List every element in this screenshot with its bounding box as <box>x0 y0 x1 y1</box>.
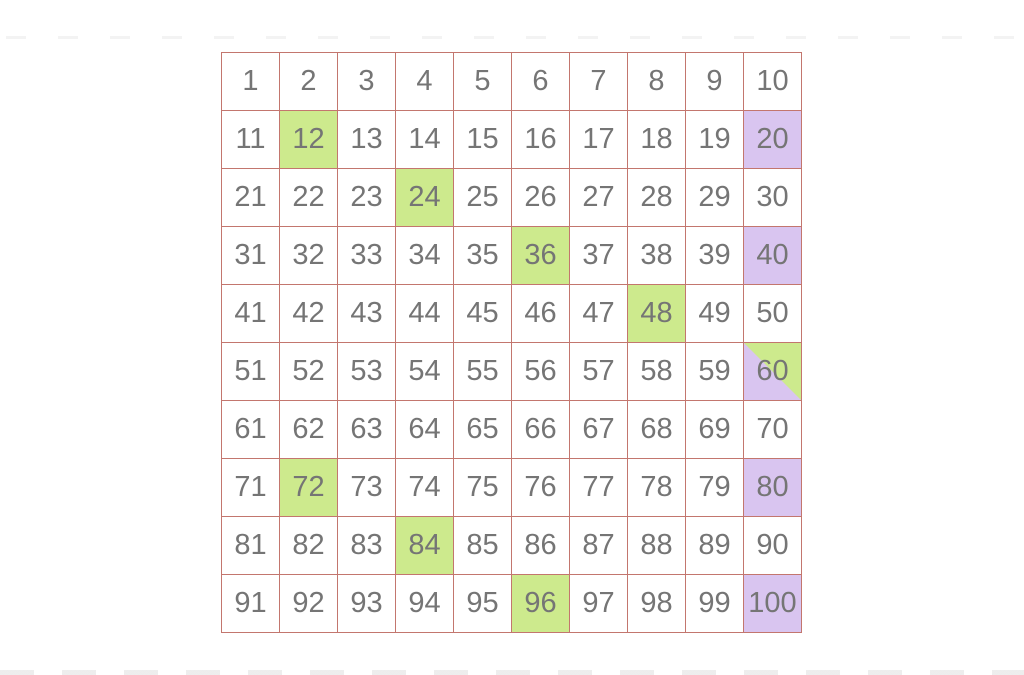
grid-cell-71: 71 <box>222 459 280 517</box>
grid-cell-77: 77 <box>570 459 628 517</box>
grid-cell-41: 41 <box>222 285 280 343</box>
grid-cell-44: 44 <box>396 285 454 343</box>
grid-cell-84: 84 <box>396 517 454 575</box>
grid-cell-37: 37 <box>570 227 628 285</box>
grid-cell-24: 24 <box>396 169 454 227</box>
grid-cell-93: 93 <box>338 575 396 633</box>
grid-cell-57: 57 <box>570 343 628 401</box>
grid-cell-48: 48 <box>628 285 686 343</box>
grid-cell-56: 56 <box>512 343 570 401</box>
grid-cell-54: 54 <box>396 343 454 401</box>
grid-cell-4: 4 <box>396 53 454 111</box>
grid-cell-97: 97 <box>570 575 628 633</box>
grid-cell-82: 82 <box>280 517 338 575</box>
grid-cell-39: 39 <box>686 227 744 285</box>
cropped-text-remnant-bottom <box>0 670 1024 675</box>
grid-cell-89: 89 <box>686 517 744 575</box>
grid-cell-33: 33 <box>338 227 396 285</box>
grid-cell-20: 20 <box>744 111 802 169</box>
grid-cell-51: 51 <box>222 343 280 401</box>
grid-cell-68: 68 <box>628 401 686 459</box>
grid-cell-85: 85 <box>454 517 512 575</box>
grid-cell-55: 55 <box>454 343 512 401</box>
grid-cell-90: 90 <box>744 517 802 575</box>
grid-cell-2: 2 <box>280 53 338 111</box>
grid-cell-16: 16 <box>512 111 570 169</box>
grid-cell-69: 69 <box>686 401 744 459</box>
grid-cell-19: 19 <box>686 111 744 169</box>
grid-cell-61: 61 <box>222 401 280 459</box>
grid-cell-31: 31 <box>222 227 280 285</box>
grid-cell-8: 8 <box>628 53 686 111</box>
grid-cell-74: 74 <box>396 459 454 517</box>
grid-cell-7: 7 <box>570 53 628 111</box>
grid-cell-34: 34 <box>396 227 454 285</box>
grid-cell-28: 28 <box>628 169 686 227</box>
grid-cell-30: 30 <box>744 169 802 227</box>
grid-cell-49: 49 <box>686 285 744 343</box>
grid-cell-15: 15 <box>454 111 512 169</box>
grid-cell-72: 72 <box>280 459 338 517</box>
grid-cell-67: 67 <box>570 401 628 459</box>
grid-cell-50: 50 <box>744 285 802 343</box>
grid-cell-36: 36 <box>512 227 570 285</box>
grid-cell-94: 94 <box>396 575 454 633</box>
grid-cell-17: 17 <box>570 111 628 169</box>
grid-cell-18: 18 <box>628 111 686 169</box>
grid-cell-99: 99 <box>686 575 744 633</box>
grid-cell-73: 73 <box>338 459 396 517</box>
grid-cell-78: 78 <box>628 459 686 517</box>
grid-cell-10: 10 <box>744 53 802 111</box>
grid-cell-53: 53 <box>338 343 396 401</box>
grid-cell-11: 11 <box>222 111 280 169</box>
grid-cell-63: 63 <box>338 401 396 459</box>
grid-cell-6: 6 <box>512 53 570 111</box>
grid-cell-13: 13 <box>338 111 396 169</box>
grid-cell-22: 22 <box>280 169 338 227</box>
grid-cell-14: 14 <box>396 111 454 169</box>
grid-cell-38: 38 <box>628 227 686 285</box>
grid-cell-70: 70 <box>744 401 802 459</box>
grid-cell-46: 46 <box>512 285 570 343</box>
grid-cell-86: 86 <box>512 517 570 575</box>
grid-cell-87: 87 <box>570 517 628 575</box>
grid-cell-76: 76 <box>512 459 570 517</box>
grid-cell-29: 29 <box>686 169 744 227</box>
grid-cell-79: 79 <box>686 459 744 517</box>
grid-cell-9: 9 <box>686 53 744 111</box>
grid-cell-83: 83 <box>338 517 396 575</box>
grid-cell-75: 75 <box>454 459 512 517</box>
grid-cell-60: 60 <box>744 343 802 401</box>
grid-cell-43: 43 <box>338 285 396 343</box>
grid-cell-62: 62 <box>280 401 338 459</box>
grid-cell-65: 65 <box>454 401 512 459</box>
grid-cell-26: 26 <box>512 169 570 227</box>
grid-cell-80: 80 <box>744 459 802 517</box>
grid-cell-92: 92 <box>280 575 338 633</box>
grid-cell-95: 95 <box>454 575 512 633</box>
grid-cell-40: 40 <box>744 227 802 285</box>
grid-cell-66: 66 <box>512 401 570 459</box>
grid-cell-58: 58 <box>628 343 686 401</box>
grid-cell-21: 21 <box>222 169 280 227</box>
grid-cell-91: 91 <box>222 575 280 633</box>
grid-cell-59: 59 <box>686 343 744 401</box>
grid-cell-27: 27 <box>570 169 628 227</box>
grid-cell-96: 96 <box>512 575 570 633</box>
cropped-text-remnant-top <box>6 36 1020 39</box>
grid-cell-1: 1 <box>222 53 280 111</box>
grid-cell-64: 64 <box>396 401 454 459</box>
grid-cell-45: 45 <box>454 285 512 343</box>
grid-cell-32: 32 <box>280 227 338 285</box>
grid-cell-47: 47 <box>570 285 628 343</box>
grid-cell-42: 42 <box>280 285 338 343</box>
grid-cell-25: 25 <box>454 169 512 227</box>
grid-cell-23: 23 <box>338 169 396 227</box>
grid-cell-98: 98 <box>628 575 686 633</box>
grid-cell-100: 100 <box>744 575 802 633</box>
hundred-chart-grid <box>221 52 802 633</box>
grid-cell-52: 52 <box>280 343 338 401</box>
grid-cell-12: 12 <box>280 111 338 169</box>
grid-cell-81: 81 <box>222 517 280 575</box>
grid-cell-88: 88 <box>628 517 686 575</box>
grid-cell-5: 5 <box>454 53 512 111</box>
grid-cell-35: 35 <box>454 227 512 285</box>
grid-cell-3: 3 <box>338 53 396 111</box>
